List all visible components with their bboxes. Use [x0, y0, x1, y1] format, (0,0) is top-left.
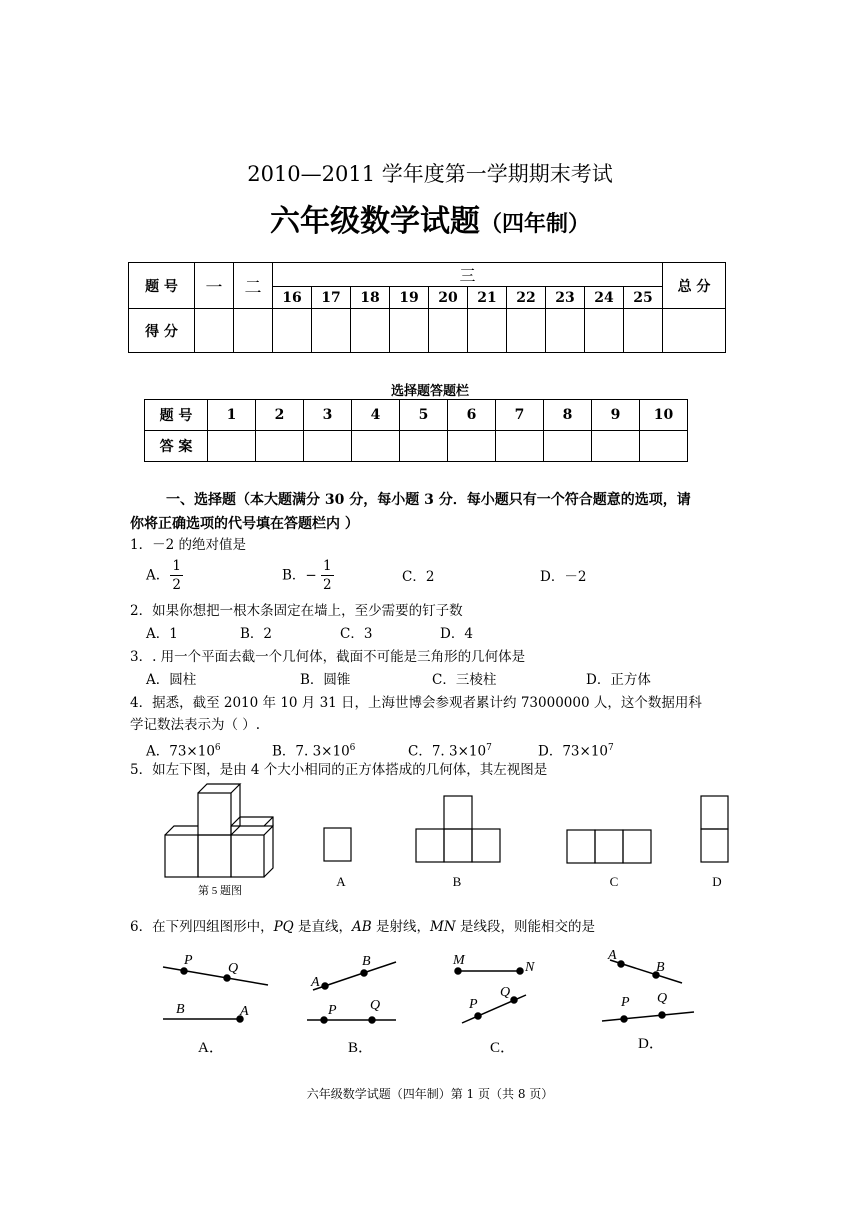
cube-top-edge [231, 817, 273, 826]
answer-entry-row [145, 431, 688, 462]
score-cell[interactable] [663, 309, 726, 353]
q5-cube-solid [165, 784, 273, 877]
answer-number: 5 [400, 400, 448, 431]
answer-cell[interactable] [208, 431, 256, 462]
q1-option-b-fraction [321, 557, 334, 594]
q4-option-a [146, 738, 221, 762]
q3-option-a: A．圆柱 [146, 672, 197, 688]
q1-option-a-label: A. [146, 567, 161, 584]
q5-option-a-label: A [336, 874, 346, 889]
q6-option-d-figure [602, 948, 694, 1022]
q5-option-d-label: D [712, 874, 722, 889]
point-a [322, 983, 328, 989]
answer-cell[interactable] [304, 431, 352, 462]
point-q [511, 997, 517, 1003]
answer-number-row [145, 400, 688, 431]
q1-option-d: D．－2 [540, 569, 587, 585]
label-p: P [621, 995, 630, 1010]
point-p [475, 1013, 481, 1019]
q6-stem-part: 是线段，则能相交的是 [455, 919, 595, 935]
point-q [369, 1017, 375, 1023]
q4-c-exp: 7 [486, 743, 492, 753]
q3-option-b: B．圆锥 [300, 672, 351, 688]
line-pq [163, 967, 268, 985]
score-row-label: 得 分 [129, 309, 195, 353]
q2-option-c: C．3 [340, 626, 373, 642]
answer-number: 2 [256, 400, 304, 431]
cube-front-face [198, 835, 231, 877]
answer-cell[interactable] [592, 431, 640, 462]
score-table [128, 262, 726, 353]
answer-cell[interactable] [640, 431, 688, 462]
q1-frac-den: 2 [323, 577, 332, 593]
score-cell[interactable] [507, 309, 546, 353]
line-pq [602, 1012, 694, 1021]
score-cell[interactable] [351, 309, 390, 353]
label-q: Q [370, 998, 381, 1013]
score-subnumber: 18 [351, 287, 390, 309]
q6-stem-pq: PQ [273, 919, 294, 935]
page-footer: 六年级数学试题（四年制）第 1 页（共 8 页） [306, 1087, 554, 1101]
q4-option-b [272, 738, 355, 762]
q6-option-b-label: B． [348, 1040, 374, 1056]
q4-b-base: B．7. 3×10 [272, 743, 350, 760]
q4-option-d [538, 738, 614, 762]
answer-number: 4 [352, 400, 400, 431]
q5-option-c-label: C [609, 874, 619, 889]
score-cell[interactable] [195, 309, 234, 353]
point-m [455, 968, 461, 974]
q1-option-b [282, 557, 334, 594]
q6-option-b-figure [307, 954, 396, 1023]
q6-stem-part: 6．在下列四组图形中， [130, 919, 274, 935]
q5-figures [160, 780, 760, 905]
answer-number: 6 [448, 400, 496, 431]
score-cell[interactable] [234, 309, 273, 353]
view-square [472, 829, 500, 862]
q1-option-b-label: B．− [282, 567, 317, 584]
q6-stem-mn: MN [430, 919, 456, 935]
score-cell[interactable] [546, 309, 585, 353]
q1-frac-den: 2 [172, 577, 181, 593]
paper-title-sub: （四年制） [479, 211, 590, 237]
cube-front-face [165, 835, 198, 877]
score-cell[interactable] [273, 309, 312, 353]
answer-number: 9 [592, 400, 640, 431]
answer-number: 3 [304, 400, 352, 431]
answer-number: 7 [496, 400, 544, 431]
label-q: Q [500, 985, 511, 1000]
score-subnumber: 16 [273, 287, 312, 309]
score-subnumber: 21 [468, 287, 507, 309]
cube-front-face [231, 835, 264, 877]
view-square [701, 829, 728, 862]
answer-cell[interactable] [544, 431, 592, 462]
answer-cell[interactable] [448, 431, 496, 462]
answer-cell[interactable] [352, 431, 400, 462]
q4-d-base: D．73×10 [538, 743, 608, 760]
point-p [621, 1016, 627, 1022]
label-b: B [656, 960, 665, 975]
view-square [444, 796, 472, 829]
q5-option-b-label: B [452, 874, 462, 889]
view-square [623, 830, 651, 863]
q2-stem: 2．如果你想把一根木条固定在墙上，至少需要的钉子数 [130, 603, 463, 619]
score-subnumber: 17 [312, 287, 351, 309]
q5-option-d-view [701, 796, 728, 862]
label-p: P [328, 1003, 337, 1018]
score-subnumber: 25 [624, 287, 663, 309]
cube-top-edge [165, 826, 198, 835]
answer-header-answer: 答 案 [145, 431, 208, 462]
score-subnumber: 19 [390, 287, 429, 309]
point-a [618, 961, 624, 967]
answer-cell[interactable] [496, 431, 544, 462]
label-p: P [469, 997, 478, 1012]
q5-option-a-view [324, 828, 351, 861]
label-a: A [240, 1004, 249, 1019]
q1-option-c: C．2 [402, 569, 435, 585]
q5-fig-caption: 第 5 题图 [198, 885, 242, 897]
q4-stem-cont: 学记数法表示为（ ）. [130, 717, 261, 733]
q1-stem: 1．－2 的绝对值是 [130, 537, 246, 553]
answer-cell[interactable] [256, 431, 304, 462]
q2-option-b: B．2 [240, 626, 273, 642]
view-square [416, 829, 444, 862]
score-header-number: 题 号 [129, 263, 195, 309]
point-q [659, 1012, 665, 1018]
label-n: N [525, 960, 535, 975]
q1-option-a [146, 557, 183, 594]
section1-heading: 一、选择题（本大题满分 30 分，每小题 3 分．每小题只有一个符合题意的选项，请 [166, 492, 691, 508]
score-cell[interactable] [429, 309, 468, 353]
q3-option-d: D．正方体 [586, 672, 651, 688]
q4-d-exp: 7 [608, 743, 614, 753]
q1-option-a-fraction [170, 557, 183, 594]
label-b: B [362, 954, 371, 969]
paper-title [0, 196, 860, 240]
score-cell[interactable] [390, 309, 429, 353]
q6-option-d-label: D． [638, 1036, 664, 1052]
point-p [321, 1017, 327, 1023]
answer-number: 10 [640, 400, 688, 431]
paper-title-main: 六年级数学试题 [269, 204, 480, 239]
q6-option-c-label: C． [490, 1040, 516, 1056]
point-b [361, 970, 367, 976]
q4-option-c [408, 738, 492, 762]
q3-stem: 3．. 用一个平面去截一个几何体，截面不可能是三角形的几何体是 [130, 649, 526, 665]
q2-option-d: D．4 [440, 626, 473, 642]
answer-number: 1 [208, 400, 256, 431]
score-subnumber: 23 [546, 287, 585, 309]
q4-stem: 4．据悉，截至 2010 年 10 月 31 日，上海世博会参观者累计约 73000000 人，这个数据用科 [130, 695, 702, 711]
q1-frac-num: 1 [323, 558, 332, 574]
label-a: A [608, 948, 617, 963]
q2-option-a: A．1 [146, 626, 178, 642]
q4-a-exp: 6 [214, 743, 221, 753]
q6-stem-part: 是射线， [371, 919, 431, 935]
view-square [567, 830, 595, 863]
answer-header-number: 题 号 [145, 400, 208, 431]
section1-heading-cont: 你将正确选项的代号填在答题栏内 ） [130, 516, 359, 532]
cube-side-face [264, 826, 273, 877]
q6-stem [130, 917, 595, 937]
q6-option-a-label: A． [198, 1040, 224, 1056]
q4-c-base: C．7. 3×10 [408, 743, 487, 760]
view-square [444, 829, 472, 862]
point-p [181, 968, 187, 974]
q5-stem: 5．如左下图，是由 4 个大小相同的正方体搭成的几何体，其左视图是 [130, 762, 548, 778]
q6-figures [150, 940, 710, 1060]
q4-b-exp: 6 [349, 743, 356, 753]
q1-frac-num: 1 [172, 558, 181, 574]
view-square [595, 830, 623, 863]
cube-front-face [198, 793, 231, 835]
score-cell[interactable] [312, 309, 351, 353]
cube-top-face [198, 784, 240, 793]
label-p: P [184, 953, 193, 968]
answer-table [144, 399, 688, 462]
exam-title: 2010—2011 学年度第一学期期末考试 [247, 162, 613, 186]
score-subnumber: 24 [585, 287, 624, 309]
answer-number: 8 [544, 400, 592, 431]
score-header-section2: 二 [234, 263, 273, 309]
score-subnumber: 22 [507, 287, 546, 309]
label-q: Q [228, 961, 239, 976]
label-b: B [176, 1002, 185, 1017]
label-m: M [453, 953, 465, 968]
score-header-section1: 一 [195, 263, 234, 309]
answer-cell[interactable] [400, 431, 448, 462]
label-q: Q [657, 991, 668, 1006]
score-entry-row [129, 309, 726, 353]
score-cell[interactable] [624, 309, 663, 353]
score-header-total: 总 分 [663, 263, 726, 309]
score-header-section3: 三 [273, 263, 663, 287]
q6-stem-ab: AB [352, 919, 372, 935]
view-square [701, 796, 728, 829]
answer-table-caption: 选择题答题栏 [390, 384, 469, 399]
label-a: A [311, 975, 320, 990]
q6-option-a-figure [163, 953, 268, 1022]
q6-stem-part: 是直线， [293, 919, 353, 935]
q3-option-c: C．三棱柱 [432, 672, 497, 688]
q6-option-c-figure [452, 953, 535, 1023]
score-cell[interactable] [468, 309, 507, 353]
q5-option-b-view [416, 796, 500, 862]
q4-a-base: A．73×10 [146, 743, 215, 760]
q5-option-c-view [567, 830, 651, 863]
score-cell[interactable] [585, 309, 624, 353]
cube-side-top [231, 817, 273, 826]
point-n [517, 968, 523, 974]
score-subnumber: 20 [429, 287, 468, 309]
